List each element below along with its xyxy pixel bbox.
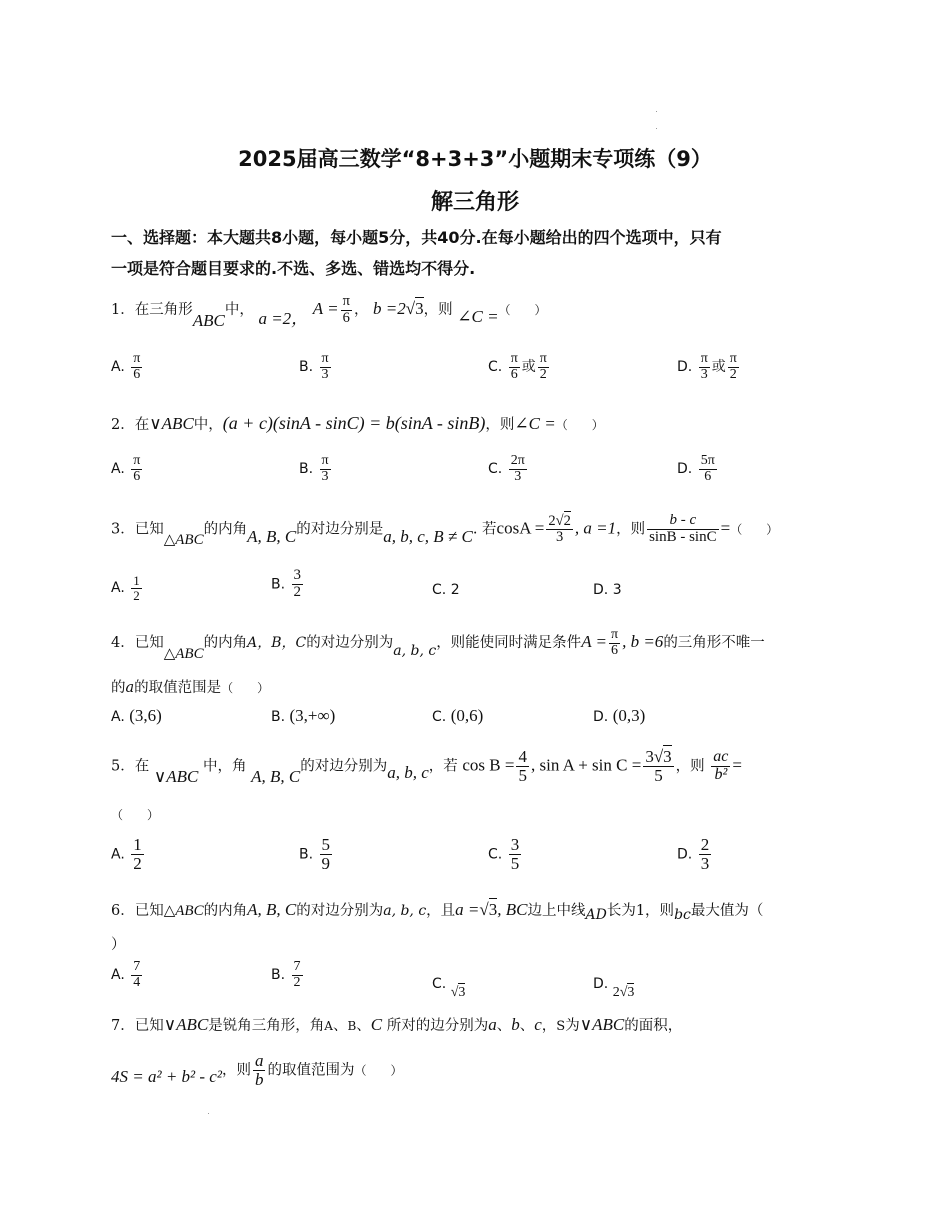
option-5d[interactable]: D. $\frac{2}{3}$	[677, 835, 710, 873]
fraction: $\frac{5\pi}{6}$	[700, 453, 715, 484]
option-3a[interactable]: A. $\frac{1}{2}$	[111, 573, 140, 603]
question-6: 6．已知△ABC的内角A, B, C的对边分别为a, b, c，且a =√3, BC边上中线AD长为1，则bc最大值为（	[111, 900, 764, 923]
sqrt-radicand: 3	[488, 900, 498, 919]
question-number: 1．	[111, 302, 135, 318]
question-text: 的取值范围为	[267, 1062, 355, 1079]
answer-blank: （ ）	[221, 681, 270, 695]
question-7: 7．已知∨ABC是锐角三角形，角A、B、C 所对的边分别为a、b、c，S为∨ABC的面积，	[111, 1015, 683, 1034]
question-1: 1．在三角形ABC中， a =2， A = $\frac{\pi}{6}$ ， b =2√3，则 ∠C =（ ）	[111, 293, 547, 330]
question-text: 已知	[134, 1018, 164, 1034]
scan-dot	[656, 111, 657, 112]
fraction: $\frac{a}{b}$	[254, 1051, 264, 1089]
fraction: $\frac{7}{4}$	[133, 959, 141, 990]
math-sides: a, b, c, B ≠ C	[383, 527, 473, 547]
math-ad: AD	[585, 907, 607, 923]
answer-blank: （ ）	[354, 1063, 403, 1078]
math-angles: A, B, C	[251, 767, 301, 787]
option-5a[interactable]: A. $\frac{1}{2}$	[111, 835, 142, 873]
section-heading-line2: 一项是符合题目要求的.不选、多选、错选均不得分.	[111, 259, 476, 278]
math-angles: A, B, C	[247, 900, 297, 919]
math-triangle: ABC	[192, 311, 225, 330]
fraction: $\frac{3}{2}$	[293, 567, 302, 600]
option-2d[interactable]: D. $\frac{5\pi}{6}$	[677, 453, 715, 484]
question-text: 在	[134, 417, 150, 433]
option-2c[interactable]: C. $\frac{2\pi}{3}$	[488, 453, 525, 484]
option-3b[interactable]: B. $\frac{3}{2}$	[271, 567, 302, 600]
option-1b[interactable]: B. $\frac{\pi}{3}$	[299, 351, 329, 382]
math-side-b: , b =6	[622, 632, 664, 652]
fraction: $\frac{2√2}{3}$	[548, 512, 571, 545]
section-heading	[111, 222, 841, 284]
math-cos: cos B =	[462, 755, 515, 775]
option-1a[interactable]: A. $\frac{\pi}{6}$	[111, 351, 141, 382]
question-5: 5．在 ∨ABC 中，角 A, B, C的对边分别为a, b, c，若 cos B = $\frac{4}{5}$ , sin A + sin C = $\frac{3√3}{5}$ ，则 $\frac{ac}{\text{b²}}$ =	[111, 747, 742, 787]
question-text: 是锐角三角形，角	[208, 1018, 325, 1034]
fraction: $\frac{b - c}{\sin B - \sin C}$	[649, 512, 717, 545]
math-triangle: △ABC	[163, 532, 204, 549]
fraction: $\frac{7}{2}$	[293, 959, 301, 990]
fraction: $\frac{ac}{\text{b²}}$	[713, 748, 729, 783]
question-text: 在	[134, 758, 150, 775]
fraction: $\frac{\pi}{3}$	[321, 453, 329, 484]
question-text: 中，角	[203, 758, 247, 775]
question-text: ，且	[426, 903, 456, 919]
question-number: 6．	[111, 903, 135, 919]
option-4c[interactable]: C. (0,6)	[432, 706, 484, 725]
option-4b[interactable]: B. (3,+∞)	[271, 706, 336, 725]
math-expression: (a + c)(sinA - sinC) = b(sinA - sinB)	[222, 413, 486, 433]
math-angles: A，B，C	[247, 635, 307, 652]
question-text: 的对边分别是	[296, 521, 384, 538]
option-2a[interactable]: A. $\frac{\pi}{6}$	[111, 453, 141, 484]
math-sides: a, b, c	[393, 643, 437, 660]
question-text: 的	[111, 680, 126, 696]
question-text: 的对边分别为	[306, 635, 394, 652]
math-sides: a, b, c	[387, 763, 429, 783]
math-triangle: ∨ABC	[163, 1015, 209, 1034]
math-side-a: a	[125, 680, 135, 696]
math-angle-c: ∠C =	[514, 414, 556, 433]
fraction: $\frac{\pi}{3}$	[321, 351, 329, 382]
question-text: 的内角	[203, 903, 248, 919]
question-text: 长为1，则	[606, 903, 675, 919]
math-triangle: ∨ABC	[153, 767, 199, 787]
math-cos: cosA =	[496, 518, 545, 538]
fraction: $\frac{4}{5}$	[518, 747, 527, 785]
question-3: 3．已知△ABC的内角A, B, C的对边分别是a, b, c, B ≠ C. 若cosA = $\frac{2√2}{3}$ , a =1，则 $\frac{b - c}{\sin B - \sin C}$ =（ ）	[111, 512, 779, 549]
question-7-line2	[111, 1052, 841, 1089]
option-1c[interactable]: C. $\frac{\pi}{6}$ 或 $\frac{\pi}{2}$	[488, 351, 547, 382]
fraction: $\frac{1}{2}$	[133, 835, 142, 873]
option-4d[interactable]: D. (0,3)	[593, 706, 646, 725]
math-side-a: a =2，	[258, 309, 309, 328]
fraction: $\frac{\pi}{6}$	[133, 351, 141, 382]
page-title: 2025届高三数学“8+3+3”小题期末专项练（9）	[238, 147, 712, 171]
math-sides: a, b, c	[383, 903, 427, 919]
fraction: $\frac{5}{9}$	[321, 835, 331, 873]
option-4a[interactable]: A. (3,6)	[111, 706, 162, 725]
math-expression: 4S = a² + b² - c²	[111, 1067, 222, 1087]
question-number: 7．	[111, 1018, 135, 1034]
math-angle-a: A =	[312, 299, 339, 318]
option-1d[interactable]: D. $\frac{\pi}{3}$ 或 $\frac{\pi}{2}$	[677, 351, 737, 382]
fraction: $\frac{\pi}{2}$	[729, 351, 737, 382]
question-number: 2．	[111, 417, 135, 433]
question-text: ，若	[428, 758, 458, 775]
answer-blank: （ ）	[111, 808, 160, 822]
fraction: $\frac{\pi}{6}$	[342, 293, 350, 326]
math-side-a: a =	[455, 900, 480, 919]
option-5b[interactable]: B. $\frac{5}{9}$	[299, 835, 331, 873]
answer-blank: （ ）	[730, 522, 779, 537]
math-sin: , sin A + sin C =	[530, 755, 642, 775]
question-2	[111, 413, 841, 434]
option-5c[interactable]: C. $\frac{3}{5}$	[488, 835, 520, 873]
option-6a[interactable]: A. $\frac{7}{4}$	[111, 959, 141, 990]
answer-blank: （ ）	[555, 418, 604, 432]
fraction: $\frac{1}{2}$	[133, 573, 140, 603]
question-number: 5．	[111, 758, 135, 775]
question-number: 4．	[111, 635, 135, 652]
question-text: ，则能使同时满足条件	[436, 635, 582, 652]
math-bc-product: bc	[674, 907, 691, 923]
option-6d[interactable]: D. 2√3	[593, 976, 635, 1000]
option-3d[interactable]: D. 3	[593, 582, 622, 598]
fraction: $\frac{2\pi}{3}$	[510, 453, 525, 484]
option-6c[interactable]: C. √3	[432, 976, 466, 1000]
answer-blank: （ ）	[498, 303, 547, 317]
question-text: 已知	[134, 521, 164, 538]
question-text: 的取值范围是	[134, 680, 222, 696]
math-triangle: ∨ABC	[579, 1015, 625, 1034]
question-text: 的内角	[203, 635, 248, 652]
math-angle-a: A =	[581, 632, 607, 652]
question-text: 的内角	[203, 521, 248, 538]
math-triangle: △ABC	[163, 646, 204, 663]
question-text: 最大值为（	[690, 903, 764, 919]
question-text: ，则	[221, 1062, 251, 1079]
question-4-line2	[111, 676, 841, 697]
fraction: $\frac{\pi}{6}$	[133, 453, 141, 484]
scan-dot	[656, 128, 657, 129]
fraction: $\frac{\pi}{2}$	[539, 351, 547, 382]
math-triangle: △ABC	[163, 903, 204, 919]
question-text: 中，	[224, 302, 254, 318]
math-angles: A, B, C	[247, 527, 297, 547]
scan-dot	[208, 1113, 209, 1114]
option-6b[interactable]: B. $\frac{7}{2}$	[271, 959, 301, 990]
question-text: ，则	[616, 521, 646, 538]
question-text: 中，	[193, 417, 223, 433]
question-number: 3．	[111, 521, 135, 538]
fraction: $\frac{2}{3}$	[700, 835, 710, 873]
section-heading-line1: 一、选择题：本大题共8小题，每小题5分，共40分.在每小题给出的四个选项中，只有	[111, 228, 722, 247]
option-3c[interactable]: C. 2	[432, 582, 460, 598]
fraction: $\frac{3√3}{5}$	[645, 747, 672, 785]
question-text: . 若	[472, 521, 497, 538]
question-text: 已知	[134, 635, 164, 652]
question-text: ，则	[423, 302, 453, 318]
question-text: ，则	[675, 758, 705, 775]
fraction: $\frac{3}{5}$	[510, 835, 520, 873]
sqrt-radicand: 3	[415, 299, 424, 318]
fraction: $\frac{\pi}{6}$	[611, 627, 619, 658]
math-triangle: ∨ABC	[149, 414, 194, 433]
question-text: 的三角形不唯一	[663, 635, 765, 652]
question-text: 的对边分别为	[300, 758, 388, 775]
question-text: 在三角形	[134, 302, 193, 318]
fraction: $\frac{\pi}{3}$	[700, 351, 708, 382]
fraction: $\frac{\pi}{6}$	[510, 351, 518, 382]
page-subtitle: 解三角形	[430, 190, 519, 215]
math-angle-c: ∠C =	[457, 307, 499, 326]
math-side-a: , a =1	[574, 518, 617, 538]
question-text: 所对的边分别为	[386, 1018, 489, 1034]
question-text: 已知	[134, 903, 164, 919]
question-text: 边上中线	[527, 903, 586, 919]
question-text: ，则	[485, 417, 515, 433]
question-6-line2: ）	[111, 937, 126, 953]
math-bc: , BC	[497, 900, 528, 919]
question-4	[111, 627, 841, 663]
question-text: 的对边分别为	[296, 903, 384, 919]
math-side-b: b =2	[373, 299, 406, 318]
option-2b[interactable]: B. $\frac{\pi}{3}$	[299, 453, 329, 484]
